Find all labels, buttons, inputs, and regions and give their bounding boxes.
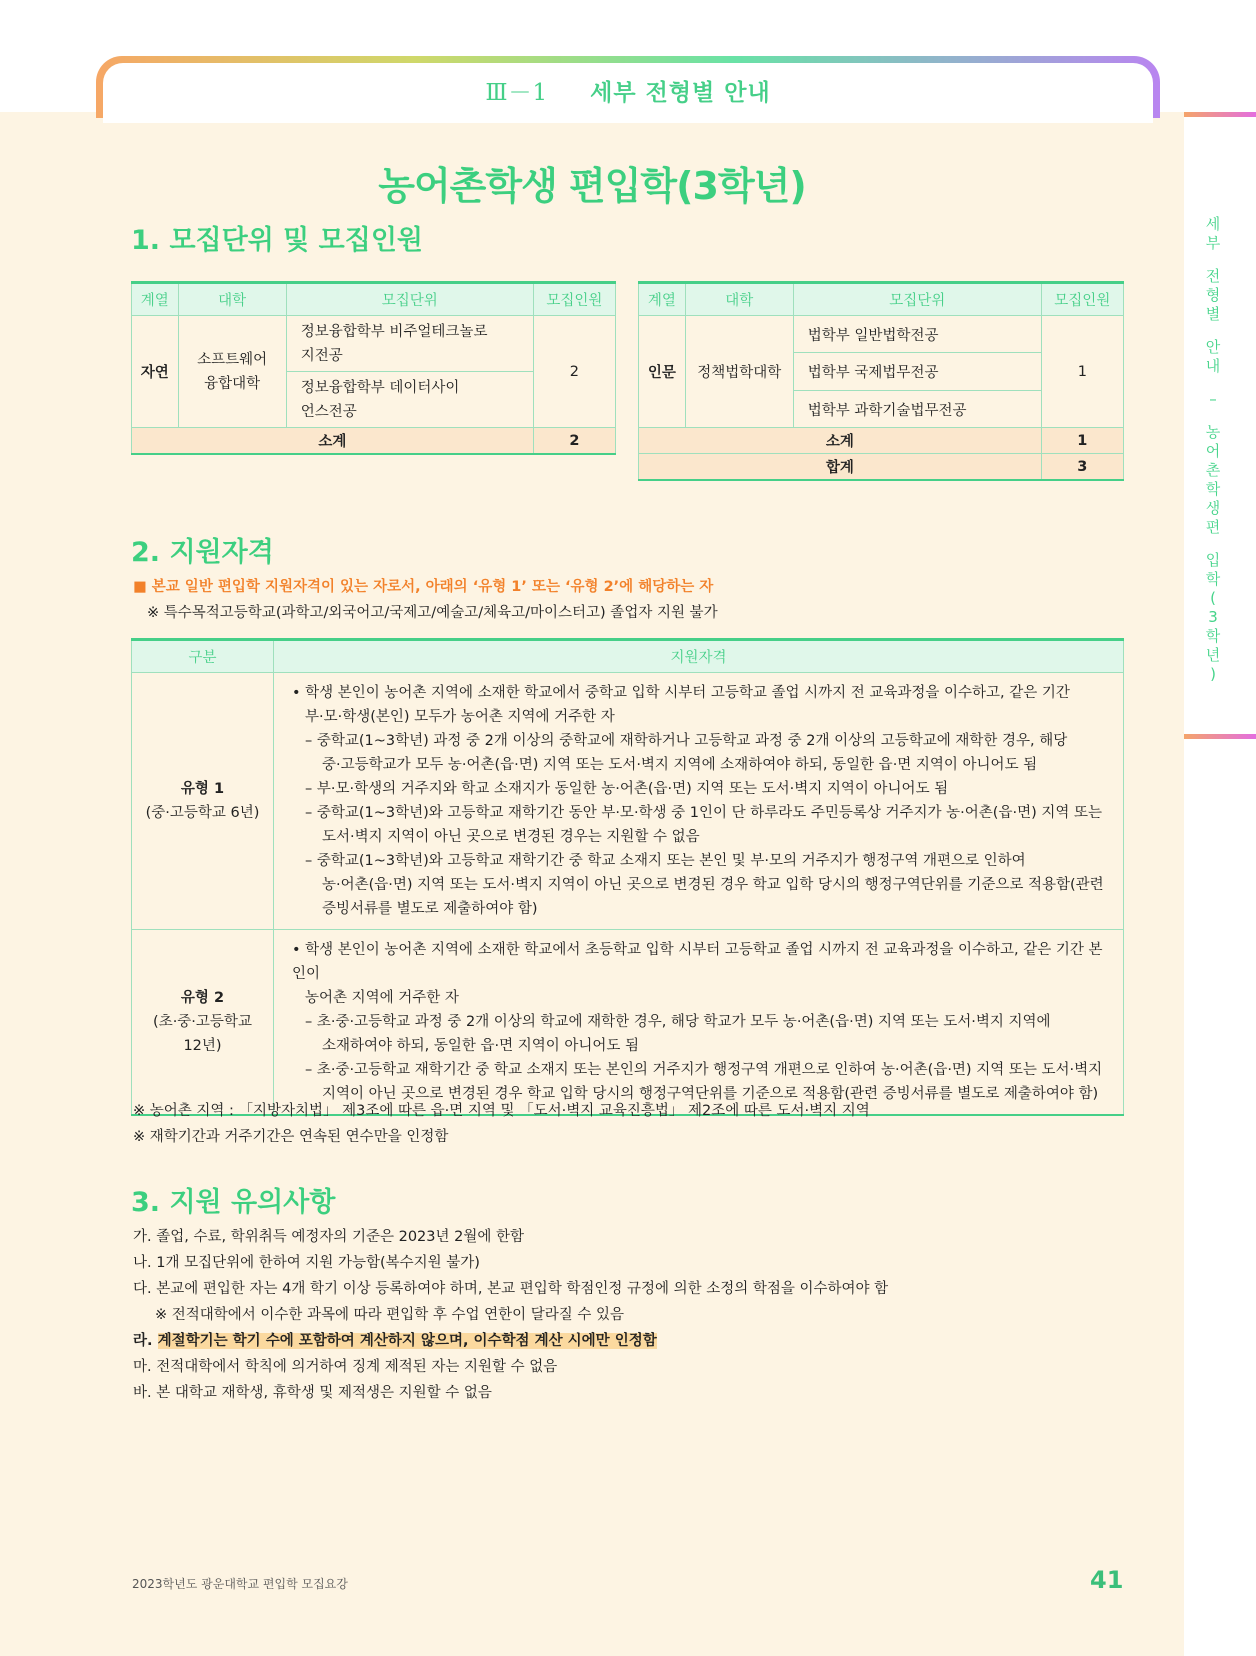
side-tab-char: 전	[1205, 267, 1221, 285]
section1-title: 1. 모집단위 및 모집인원	[131, 225, 423, 256]
qualification-note: ※ 특수목적고등학교(과학고/외국어고/국제고/예술고/체육고/마이스터고) 졸업자 지원 불가	[147, 605, 718, 621]
type1-sub: (중·고등학교 6년)	[145, 805, 260, 821]
side-divider-top	[1184, 112, 1256, 117]
col-header: 대학	[685, 283, 793, 316]
type1-line: – 중학교(1~3학년)와 고등학교 재학기간 중 학교 소재지 또는 본인 및 부·모의 거주지가 행정구역 개편으로 인하여	[305, 853, 1026, 869]
type1-name: 유형 1	[180, 781, 225, 797]
side-tab-char: 학	[1205, 480, 1221, 498]
footnote: ※ 농어촌 지역 : 「지방자치법」 제3조에 따른 읍·면 지역 및 「도서·벽지 교육진흥법」 제2조에 따른 도서·벽지 지역	[133, 1103, 870, 1119]
notice-item: 가. 졸업, 수료, 학위취득 예정자의 기준은 2023년 2월에 한함	[133, 1229, 524, 1245]
type1-line: 부·모·학생(본인) 모두가 농어촌 지역에 거주한 자	[305, 709, 615, 725]
section-number: Ⅲ－1	[485, 80, 549, 106]
side-tab-char: 형	[1205, 286, 1221, 304]
type2-sub: (초·중·고등학교	[153, 1014, 252, 1030]
unit-cell: 법학부 과학기술법무전공	[793, 391, 1041, 428]
count-cell: 2	[533, 316, 615, 428]
recruit-table-right	[638, 281, 1124, 481]
type2-sub: 12년)	[183, 1038, 222, 1054]
side-tab-char: 3	[1208, 608, 1218, 626]
type1-content	[274, 673, 1124, 930]
side-tab-char: 학	[1205, 627, 1221, 645]
notice-subnote: ※ 전적대학에서 이수한 과목에 따라 편입학 후 수업 연한이 달라질 수 있음	[155, 1307, 625, 1323]
unit-cell: 법학부 일반법학전공	[793, 316, 1041, 353]
type2-line: – 초·중·고등학교 과정 중 2개 이상의 학교에 재학한 경우, 해당 학교가 모두 농·어촌(읍·면) 지역 또는 도서·벽지 지역에	[305, 1014, 1051, 1030]
notice-prefix: 라.	[133, 1333, 158, 1349]
college-cell: 소프트웨어 융합대학	[178, 316, 286, 428]
total-value: 3	[1041, 454, 1123, 481]
section-header	[0, 74, 1256, 107]
col-header: 구분	[132, 640, 274, 673]
page-title: 농어촌학생 편입학(3학년)	[378, 164, 806, 208]
col-header: 대학	[178, 283, 286, 316]
type2-line: 지역이 아닌 곳으로 변경된 경우 학교 입학 당시의 행정구역단위를 기준으로 적용함(관련 증빙서류를 별도로 제출하여야 함)	[322, 1086, 1099, 1102]
type1-line: – 부·모·학생의 거주지와 학교 소재지가 동일한 농·어촌(읍·면) 지역 또는 도서·벽지 지역이 아니어도 됨	[305, 781, 949, 797]
side-tab-char: 년	[1205, 646, 1221, 664]
field-cell: 자연	[132, 316, 179, 428]
subtotal-label: 소계	[132, 428, 534, 455]
footnote: ※ 재학기간과 거주기간은 연속된 연수만을 인정함	[133, 1129, 449, 1145]
side-tab-char: 내	[1205, 357, 1221, 375]
side-tab-char: 생	[1205, 499, 1221, 517]
side-tab-char: 입	[1205, 551, 1221, 569]
highlight-text: 계절학기는 학기 수에 포함하여 계산하지 않으며, 이수학점 계산 시에만 인정함	[157, 1333, 657, 1349]
unit-cell: 정보융합학부 데이터사이언스전공	[286, 372, 533, 428]
side-tab-char: 부	[1205, 234, 1221, 252]
type1-line: 농·어촌(읍·면) 지역 또는 도서·벽지 지역이 아닌 곳으로 변경된 경우 학교 입학 당시의 행정구역단위를 기준으로 적용함(관련	[322, 877, 1104, 893]
recruit-table-left	[131, 281, 616, 455]
type1-line: 중·고등학교가 모두 농·어촌(읍·면) 지역 또는 도서·벽지 지역에 소재하여야 하되, 동일한 읍·면 지역이 아니어도 됨	[322, 757, 1038, 773]
notice-item: 마. 전적대학에서 학칙에 의거하여 징계 제적된 자는 지원할 수 없음	[133, 1359, 558, 1375]
type1-line: – 중학교(1~3학년)와 고등학교 재학기간 동안 부·모·학생 중 1인이 단 하루라도 주민등록상 거주지가 농·어촌(읍·면) 지역 또는	[305, 805, 1102, 821]
side-divider-bottom	[1184, 734, 1256, 739]
type2-line: – 초·중·고등학교 재학기간 중 학교 소재지 또는 본인의 거주지가 행정구역 개편으로 인하여 농·어촌(읍·면) 지역 또는 도서·벽지	[305, 1062, 1103, 1078]
unit-cell: 법학부 국제법무전공	[793, 353, 1041, 391]
section3-title: 3. 지원 유의사항	[131, 1187, 336, 1218]
col-header: 지원자격	[274, 640, 1124, 673]
qualification-table	[131, 638, 1124, 1116]
side-tab-char: 별	[1205, 305, 1221, 323]
side-tab-char: 어	[1205, 442, 1221, 460]
notice-item-highlight	[133, 1328, 888, 1354]
type1-line: • 학생 본인이 농어촌 지역에 소재한 학교에서 중학교 입학 시부터 고등학교 졸업 시까지 전 교육과정을 이수하고, 같은 기간	[292, 685, 1070, 701]
page-number: 41	[1090, 1566, 1124, 1594]
type2-line: 소재하여야 하되, 동일한 읍·면 지역이 아니어도 됨	[322, 1038, 640, 1054]
type2-label-cell	[132, 930, 274, 1116]
type2-line: • 학생 본인이 농어촌 지역에 소재한 학교에서 초등학교 입학 시부터 고등학교 졸업 시까지 전 교육과정을 이수하고, 같은 기간 본인이	[292, 942, 1103, 982]
count-cell: 1	[1041, 316, 1123, 428]
col-header: 모집단위	[793, 283, 1041, 316]
type2-content	[274, 930, 1124, 1116]
col-header: 모집인원	[533, 283, 615, 316]
col-header: 모집단위	[286, 283, 533, 316]
side-tab-char: 편	[1205, 518, 1221, 536]
side-tab-char: –	[1209, 390, 1217, 408]
type2-line: 농어촌 지역에 거주한 자	[305, 990, 459, 1006]
side-tab-char: 학	[1205, 570, 1221, 588]
side-tab-char: 촌	[1205, 461, 1221, 479]
type2-name: 유형 2	[180, 990, 225, 1006]
type1-label-cell	[132, 673, 274, 930]
field-cell: 인문	[639, 316, 686, 428]
side-tab-label	[1200, 215, 1226, 684]
notice-item: 나. 1개 모집단위에 한하여 지원 가능함(복수지원 불가)	[133, 1255, 480, 1271]
type1-line: 도서·벽지 지역이 아닌 곳으로 변경된 경우는 지원할 수 없음	[322, 829, 700, 845]
col-header: 모집인원	[1041, 283, 1123, 316]
qualification-footnotes	[133, 1098, 870, 1150]
side-tab-char: (	[1210, 589, 1216, 607]
type1-line: 증빙서류를 별도로 제출하여야 함)	[322, 901, 538, 917]
side-tab-char: 안	[1205, 338, 1221, 356]
footer-publication: 2023학년도 광운대학교 편입학 모집요강	[132, 1577, 348, 1591]
col-header: 계열	[132, 283, 179, 316]
side-tab-char: 농	[1205, 423, 1221, 441]
college-cell: 정책법학대학	[685, 316, 793, 428]
unit-cell: 정보융합학부 비주얼테크놀로지전공	[286, 316, 533, 372]
section-header-title: 세부 전형별 안내	[590, 80, 771, 106]
subtotal-value: 2	[533, 428, 615, 455]
section2-title: 2. 지원자격	[131, 537, 274, 568]
total-label: 합계	[639, 454, 1042, 481]
notice-list	[133, 1224, 888, 1406]
subtotal-label: 소계	[639, 428, 1042, 454]
side-tab-char: 세	[1205, 215, 1221, 233]
side-tab-char: )	[1210, 665, 1216, 683]
type1-line: – 중학교(1~3학년) 과정 중 2개 이상의 중학교에 재학하거나 고등학교 과정 중 2개 이상의 고등학교에 재학한 경우, 해당	[305, 733, 1068, 749]
subtotal-value: 1	[1041, 428, 1123, 454]
col-header: 계열	[639, 283, 686, 316]
notice-item: 다. 본교에 편입한 자는 4개 학기 이상 등록하여야 하며, 본교 편입학 학점인정 규정에 의한 소정의 학점을 이수하여야 함	[133, 1281, 889, 1297]
qualification-bullet: ■ 본교 일반 편입학 지원자격이 있는 자로서, 아래의 ‘유형 1’ 또는 ‘유형 2’에 해당하는 자	[133, 579, 714, 595]
notice-item: 바. 본 대학교 재학생, 휴학생 및 제적생은 지원할 수 없음	[133, 1385, 492, 1401]
qualification-intro	[133, 574, 718, 626]
